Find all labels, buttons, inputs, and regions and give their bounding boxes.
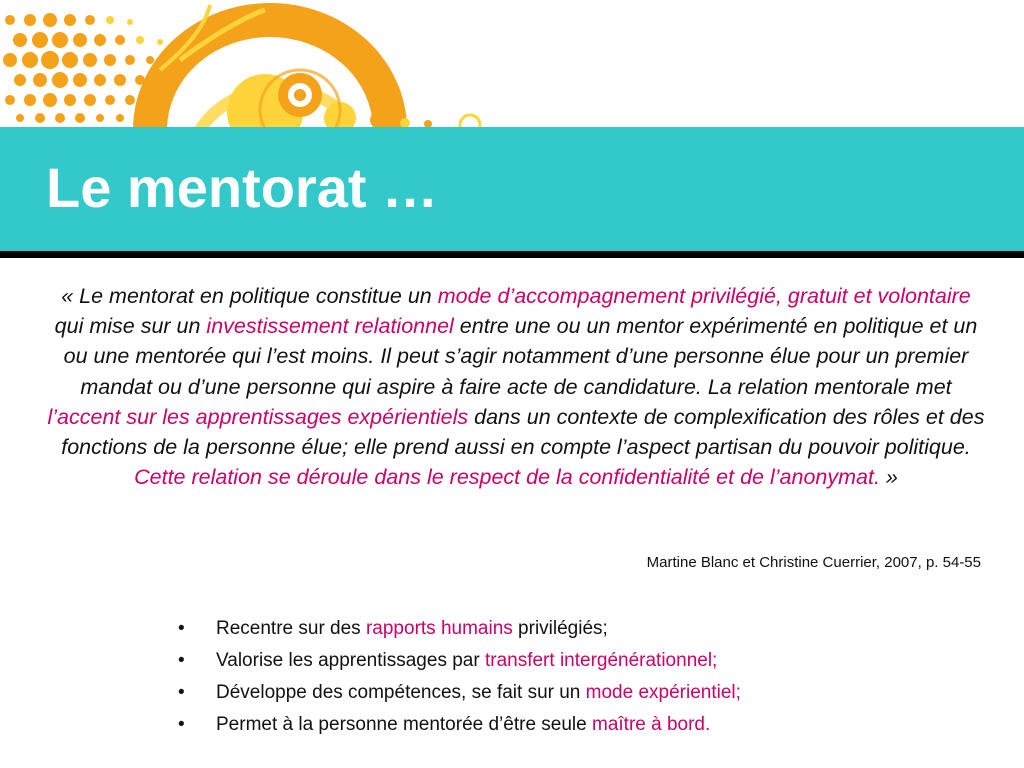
bullet-highlight: mode expérientiel; (585, 682, 741, 703)
quote-paragraph (46, 281, 986, 492)
bullet-list (178, 616, 741, 744)
bullet-symbol: • (178, 682, 185, 703)
quote-highlight: investissement relationnel (206, 314, 454, 339)
quote-highlight: Cette relation se déroule dans le respect de la confidentialité et de l’anonymat. (134, 465, 880, 490)
bullet-symbol: • (178, 714, 185, 735)
title-divider (0, 251, 1024, 258)
quote-highlight: l’accent sur les apprentissages expérientiels (47, 404, 469, 429)
quote-text: dans un contexte de complexification des rôles et des fonctions de la personne élue; elle prend aussi en compte l’aspect partisan du pouvoir politique. (61, 404, 985, 460)
quote-text: Le mentorat en politique constitue un (79, 284, 438, 308)
bullet-item (178, 648, 741, 680)
quote-highlight: mode d’accompagnement privilégié, gratuit et volontaire (437, 284, 971, 308)
bullet-symbol: • (178, 650, 185, 671)
bullet-item (178, 712, 741, 744)
bullet-item (178, 616, 741, 648)
bullet-symbol: • (178, 618, 185, 639)
citation: Martine Blanc et Christine Cuerrier, 2007, p. 54-55 (646, 554, 981, 571)
bullet-item (178, 680, 741, 712)
quote-close-mark: » (879, 465, 898, 490)
bullet-highlight: transfert intergénérationnel; (484, 650, 718, 671)
bullet-text: Valorise les apprentissages par (216, 650, 485, 671)
slide-title: Le mentorat … (46, 156, 439, 219)
bullet-text: Permet à la personne mentorée d’être seule (216, 714, 592, 735)
bullet-text: Développe des compétences, se fait sur un (216, 682, 586, 703)
quote-text: entre une ou un mentor expérimenté en politique et un ou une mentorée qui l’est moins. Il peut s’agir notamment d’une personne élue pour un premier mandat ou d’une personne qui aspire à faire acte de candidature. La relation mentorale met (63, 314, 978, 399)
bullet-highlight: rapports humains (365, 618, 513, 639)
quote-text: qui mise sur un (54, 314, 207, 339)
bullet-highlight: maître à bord. (592, 714, 711, 735)
decorative-header-graphic (0, 0, 1024, 130)
bullet-text: Recentre sur des (216, 618, 366, 639)
bullet-text: privilégiés; (512, 618, 608, 639)
quote-open-mark: « (61, 284, 80, 308)
